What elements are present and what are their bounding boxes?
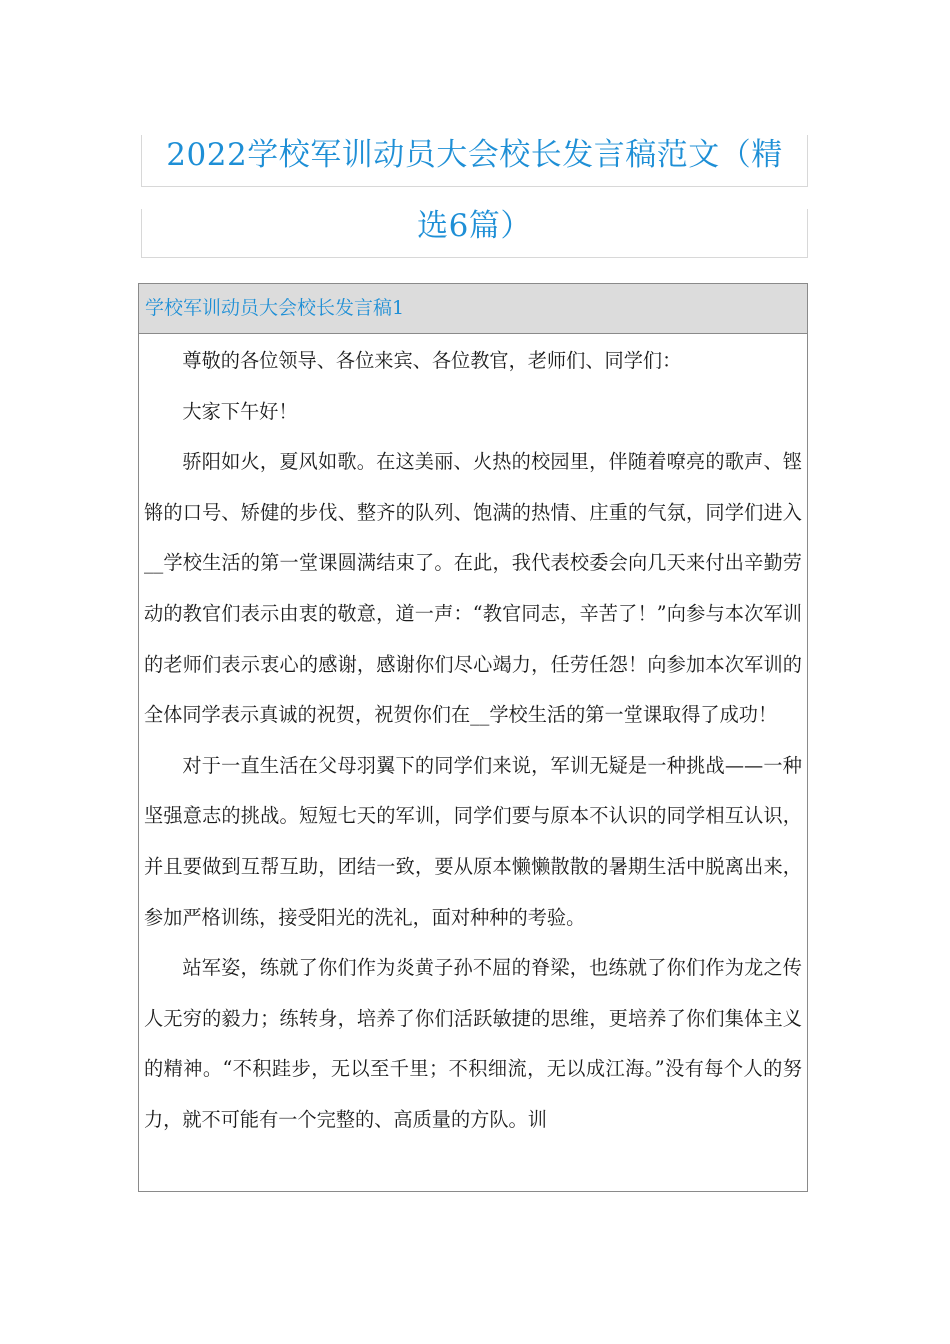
article-section [138, 283, 808, 1192]
paragraph-training: 站军姿，练就了你们作为炎黄子孙不屈的脊梁，也练就了你们作为龙之传人无穷的毅力；练转身，培养了你们活跃敏捷的思维，更培养了你们集体主义的精神。“不积跬步，无以至千里；不积细流，无以成江海。”没有每个人的努力，就不可能有一个完整的、高质量的方队。训 [144, 956, 802, 1131]
paragraph-greeting: 大家下午好！ [182, 399, 298, 423]
document-title-line-1: 2022学校军训动员大会校长发言稿范文（精 [141, 135, 808, 187]
paragraph-opening: 骄阳如火，夏风如歌。在这美丽、火热的校园里，伴随着嘹亮的歌声、铿锵的口号、矫健的步伐、整齐的队列、饱满的热情、庄重的气氛，同学们进入__学校生活的第一堂课圆满结束了。在此，我代表校委会向几天来付出辛勤劳动的教官们表示由衷的敬意，道一声：“教官同志，辛苦了！”向参与本次军训的老师们表示衷心的感谢，感谢你们尽心竭力，任劳任怨！向参加本次军训的全体同学表示真诚的祝贺，祝贺你们在__学校生活的第一堂课取得了成功！ [144, 450, 802, 727]
document-title-line-2: 选6篇） [141, 209, 808, 258]
paragraph-challenge: 对于一直生活在父母羽翼下的同学们来说，军训无疑是一种挑战——一种坚强意志的挑战。短短七天的军训，同学们要与原本不认识的同学相互认识，并且要做到互帮互助，团结一致，要从原本懒懒散散的暑期生活中脱离出来，参加严格训练，接受阳光的洗礼，面对种种的考验。 [144, 753, 802, 929]
article-body [139, 336, 807, 1146]
paragraph-salutation: 尊敬的各位领导、各位来宾、各位教官，老师们、同学们： [182, 349, 682, 372]
article-heading: 学校军训动员大会校长发言稿1 [139, 284, 807, 334]
